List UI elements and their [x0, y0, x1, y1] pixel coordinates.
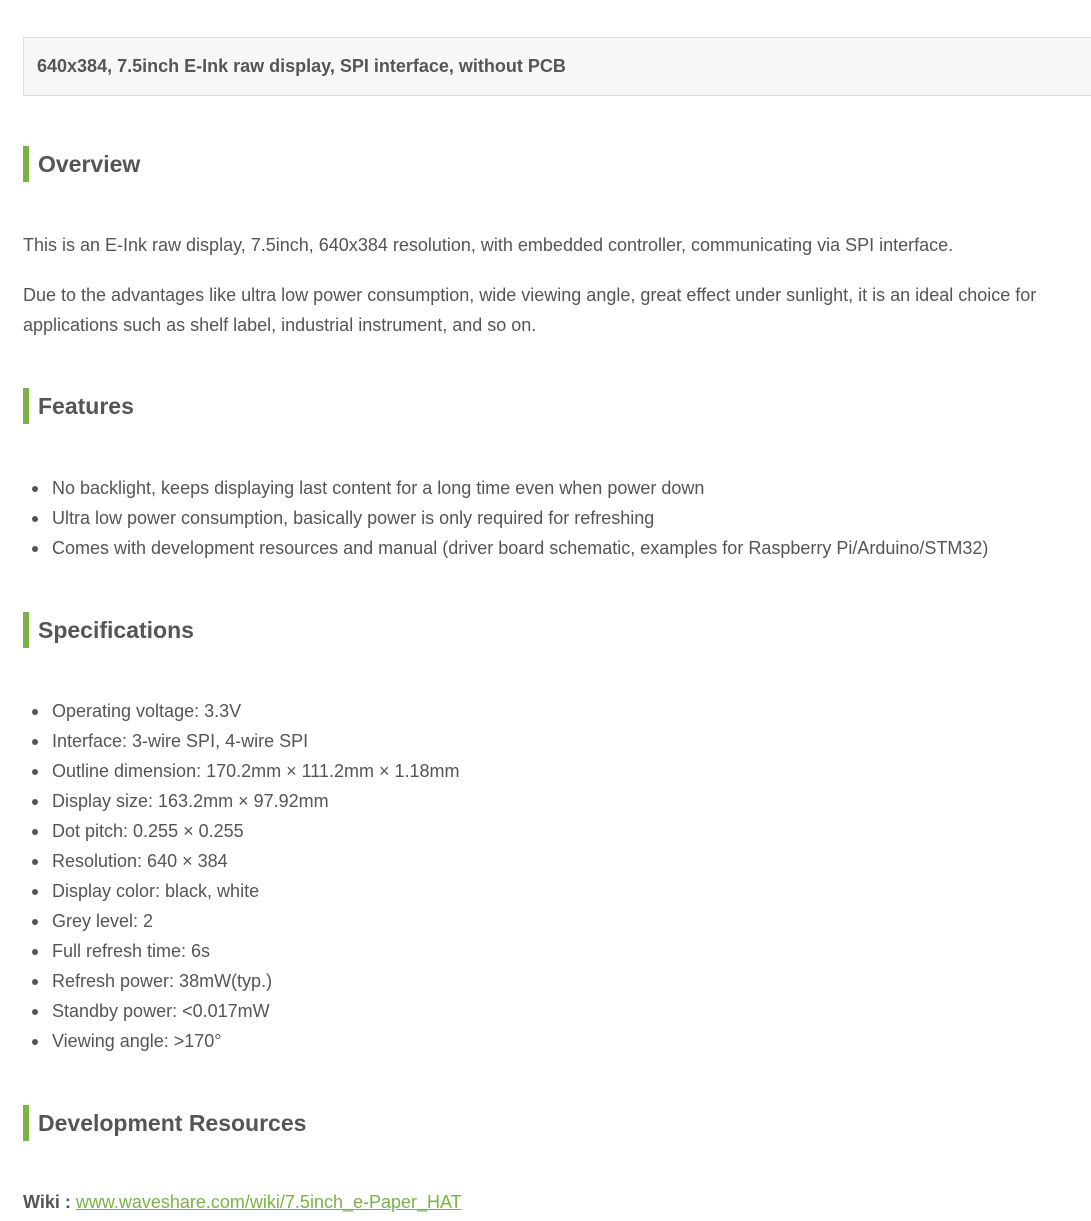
- list-item: [23, 846, 1091, 876]
- wiki-line: [23, 1189, 462, 1215]
- bullet-icon: [32, 1009, 38, 1015]
- spec-text: Refresh power: 38mW(typ.): [52, 971, 273, 991]
- spec-text: Outline dimension: 170.2mm × 111.2mm × 1.18mm: [52, 761, 460, 781]
- bullet-icon: [32, 859, 38, 865]
- spec-text: Grey level: 2: [52, 911, 154, 931]
- feature-text: No backlight, keeps displaying last content for a long time even when power down: [52, 478, 705, 498]
- bullet-icon: [32, 799, 38, 805]
- bullet-icon: [32, 486, 38, 492]
- spec-text: Display size: 163.2mm × 97.92mm: [52, 791, 329, 811]
- bullet-icon: [32, 979, 38, 985]
- bullet-icon: [32, 546, 38, 552]
- list-item: [23, 936, 1091, 966]
- overview-paragraph-1: This is an E-Ink raw display, 7.5inch, 640x384 resolution, with embedded controller, communicating via SPI interface.: [23, 235, 954, 255]
- list-item: [23, 503, 1091, 533]
- spec-text: Full refresh time: 6s: [52, 941, 211, 961]
- bullet-icon: [32, 1039, 38, 1045]
- spec-text: Standby power: <0.017mW: [52, 1001, 270, 1021]
- heading-accent-bar: [23, 612, 29, 648]
- list-item: [23, 696, 1091, 726]
- bullet-icon: [32, 709, 38, 715]
- specifications-heading-text: Specifications: [38, 616, 194, 643]
- spec-text: Display color: black, white: [52, 881, 260, 901]
- list-item: [23, 816, 1091, 846]
- bullet-icon: [32, 769, 38, 775]
- list-item: [23, 906, 1091, 936]
- list-item: [23, 786, 1091, 816]
- bullet-icon: [32, 919, 38, 925]
- feature-text: Comes with development resources and manual (driver board schematic, examples for Raspberry Pi/Arduino/STM32): [52, 538, 989, 558]
- product-summary-box: [23, 37, 1091, 96]
- development-heading: [23, 1105, 306, 1141]
- wiki-link[interactable]: www.waveshare.com/wiki/7.5inch_e-Paper_HAT: [75, 1192, 462, 1212]
- bullet-icon: [32, 889, 38, 895]
- list-item: [23, 726, 1091, 756]
- list-item: [23, 533, 1091, 563]
- spec-text: Viewing angle: >170°: [52, 1031, 222, 1051]
- spec-text: Dot pitch: 0.255 × 0.255: [52, 821, 244, 841]
- bullet-icon: [32, 739, 38, 745]
- features-heading-text: Features: [38, 392, 134, 419]
- heading-accent-bar: [23, 146, 29, 182]
- list-item: [23, 876, 1091, 906]
- list-item: [23, 996, 1091, 1026]
- heading-accent-bar: [23, 388, 29, 424]
- features-list: [23, 473, 1091, 563]
- bullet-icon: [32, 829, 38, 835]
- list-item: [23, 966, 1091, 996]
- feature-text: Ultra low power consumption, basically power is only required for refreshing: [52, 508, 655, 528]
- overview-paragraph-2: Due to the advantages like ultra low power consumption, wide viewing angle, great effect under sunlight, it is an ideal choice for applications such as shelf label, industrial instrument, and so on.: [23, 285, 1037, 335]
- list-item: [23, 756, 1091, 786]
- specifications-heading: [23, 612, 194, 648]
- product-summary: 640x384, 7.5inch E-Ink raw display, SPI interface, without PCB: [37, 56, 566, 76]
- specifications-list: [23, 696, 1091, 1056]
- spec-text: Operating voltage: 3.3V: [52, 701, 242, 721]
- features-heading: [23, 388, 134, 424]
- bullet-icon: [32, 949, 38, 955]
- heading-accent-bar: [23, 1105, 29, 1141]
- spec-text: Resolution: 640 × 384: [52, 851, 228, 871]
- list-item: [23, 1026, 1091, 1056]
- overview-heading: [23, 146, 140, 182]
- list-item: [23, 473, 1091, 503]
- bullet-icon: [32, 516, 38, 522]
- development-heading-text: Development Resources: [38, 1109, 307, 1136]
- wiki-label: Wiki :: [23, 1192, 71, 1212]
- spec-text: Interface: 3-wire SPI, 4-wire SPI: [52, 731, 309, 751]
- overview-heading-text: Overview: [38, 150, 141, 177]
